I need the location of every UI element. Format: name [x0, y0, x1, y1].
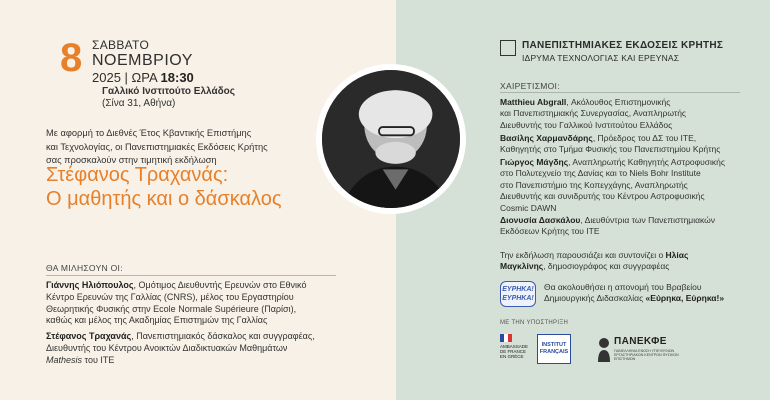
greeting-item: [500, 97, 750, 131]
award-logo-text: ΕΥΡΗΚΑ!: [502, 295, 534, 302]
greeting-item: [500, 157, 750, 214]
event-year-time: [92, 70, 194, 85]
speaker-item: [46, 280, 346, 327]
institut-text: FRANÇAIS: [539, 349, 569, 355]
speaker-text: του ΙΤΕ: [82, 354, 115, 365]
greeting-text: Καθηγητής στο Τμήμα Φυσικής του Πανεπιστημίου Κρήτης: [500, 144, 721, 155]
speaker-name: Στέφανος Τραχανάς: [46, 331, 132, 341]
intro-text: [46, 127, 316, 168]
greeting-name: Matthieu Abgrall: [500, 97, 567, 107]
event-month: ΝΟΕΜΒΡΙΟΥ: [92, 52, 193, 69]
venue-name: Γαλλικό Ινστιτούτο Ελλάδος: [102, 86, 235, 97]
event-time: 18:30: [160, 70, 194, 85]
title-line: Ο μαθητής και ο δάσκαλος: [46, 188, 282, 210]
publisher-name: ΠΑΝΕΠΙΣΤΗΜΙΑΚΕΣ ΕΚΔΟΣΕΙΣ ΚΡΗΤΗΣ: [522, 40, 724, 51]
event-weekday: ΣΑΒΒΑΤΟ: [92, 38, 150, 52]
panekfe-name: ΠΑΝΕΚΦΕ: [614, 336, 667, 347]
greeting-item: [500, 133, 750, 156]
speaker-portrait: [316, 64, 466, 214]
greeting-name: Διονυσία Δασκάλου: [500, 215, 581, 225]
greeting-text: , Διευθύντρια των Πανεπιστημιακών: [580, 215, 716, 225]
embassy-text: DE FRANCE: [500, 349, 527, 354]
publisher-subtitle: ΙΔΡΥΜΑ ΤΕΧΝΟΛΟΓΙΑΣ ΚΑΙ ΕΡΕΥΝΑΣ: [522, 53, 680, 63]
speaker-text: καθώς και μέλος της Ακαδημίας Επιστημών της Γαλλίας: [46, 315, 268, 326]
support-label: ΜΕ ΤΗΝ ΥΠΟΣΤΗΡΙΞΗ: [500, 320, 569, 326]
presenter-name: Ηλίας: [665, 250, 689, 260]
award-line: Δημιουργικής Διδασκαλίας: [544, 293, 646, 304]
greeting-text: Cosmic DAWN: [500, 202, 557, 213]
greeting-text: , Αναπληρωτής Καθηγητής Αστροφυσικής: [568, 157, 726, 167]
speaker-text: , Πανεπιστημιακός δάσκαλος και συγγραφέας,: [131, 331, 315, 341]
greeting-text: Εκδόσεων Κρήτης του ΙΤΕ: [500, 226, 600, 237]
speaker-text: Θεωρητικής Φυσικής στην Ecole Normale Supérieure (Παρίσι),: [46, 303, 297, 314]
speaker-name: Γιάννης Ηλιόπουλος: [46, 280, 134, 290]
greeting-text: στο Πολυτεχνείο της Δανίας και το Niels Bohr Institute: [500, 168, 701, 179]
speaker-text: Διευθυντής του Κέντρου Ανοικτών Διαδικτυακών Μαθημάτων: [46, 342, 288, 353]
greeting-text: στο Πανεπιστήμιο της Κοπεγχάγης, Αναπληρωτής: [500, 179, 688, 190]
presenter: [500, 250, 750, 273]
greetings-label: ΧΑΙΡΕΤΙΣΜΟΙ:: [500, 81, 560, 91]
embassy-logo: [500, 334, 528, 364]
divider: [46, 275, 336, 276]
award-name: «Εύρηκα, Εύρηκα!»: [645, 293, 725, 304]
panekfe-logo: [614, 334, 694, 364]
speaker-text: , Ομότιμος Διευθυντής Ερευνών στο Εθνικό: [133, 280, 307, 290]
event-day: 8: [60, 36, 83, 80]
embassy-text: EN GRÈCE: [500, 354, 524, 359]
greeting-text: Διευθυντής του Γαλλικού Ινστιτούτου Ελλάδος: [500, 119, 673, 130]
french-flag-icon: [500, 334, 512, 342]
title-line: Στέφανος Τραχανάς:: [46, 164, 229, 186]
intro-line: σας προσκαλούν στην τιμητική εκδήλωση: [46, 155, 217, 165]
panekfe-bust-icon: [596, 334, 612, 364]
venue-address: (Σίνα 31, Αθήνα): [102, 98, 176, 109]
greeting-text: , Πρόεδρος του ΔΣ του ΙΤΕ,: [592, 133, 697, 143]
presenter-text: Την εκδήλωση παρουσιάζει και συντονίζει ο: [500, 250, 666, 260]
greeting-text: , Ακόλουθος Επιστημονικής: [566, 97, 671, 107]
event-year-label: 2025 | ΩΡΑ: [92, 70, 157, 85]
institut-francais-logo: [537, 334, 571, 364]
presenter-name: Μαγκλίνης: [500, 261, 544, 272]
greeting-name: Γιώργος Μάγδης: [500, 157, 569, 167]
venue: [102, 86, 235, 110]
greeting-text: Διευθυντής και συνιδρυτής του Κέντρου Αστροφυσικής: [500, 191, 705, 202]
greeting-item: [500, 215, 750, 238]
award-text: [544, 282, 754, 305]
intro-line: Με αφορμή το Διεθνές Έτος Κβαντικής Επιστήμης: [46, 128, 252, 138]
intro-line: και Τεχνολογίας, οι Πανεπιστημιακές Εκδόσεις Κρήτης: [46, 141, 268, 152]
award-logo-icon: [500, 281, 536, 307]
publisher-logo-icon: [500, 40, 516, 56]
embassy-text: AMBASSADE: [500, 344, 529, 349]
award-line: Θα ακολουθήσει η απονομή του Βραβείου: [544, 282, 702, 292]
institut-text: INSTITUT: [541, 342, 567, 348]
divider: [500, 92, 740, 93]
event-date: [92, 38, 194, 85]
presenter-text: , δημοσιογράφος και συγγραφέας: [543, 261, 670, 272]
panekfe-subtitle: ΕΡΓΑΣΤΗΡΙΑΚΩΝ ΚΕΝΤΡΩΝ ΦΥΣΙΚΩΝ ΕΠΙΣΤΗΜΩΝ: [614, 353, 679, 362]
greeting-text: και Πανεπιστημιακής Συνεργασίας, Αναπληρωτής: [500, 108, 687, 119]
speaker-text: Κέντρο Ερευνών της Γαλλίας (CNRS), μέλος του Εργαστηρίου: [46, 291, 294, 302]
greeting-name: Βασίλης Χαρμανδάρης: [500, 133, 593, 143]
speakers-label: ΘΑ ΜΙΛΗΣΟΥΝ ΟΙ:: [46, 263, 123, 273]
panekfe-subtitle: ΠΑΝΕΛΛΗΝΙΑ ΕΝΩΣΗ ΥΠΕΥΘΥΝΩΝ: [614, 349, 675, 353]
event-title: [46, 163, 281, 211]
speaker-item: [46, 331, 346, 366]
award-logo-text: ΕΥΡΗΚΑ!: [502, 286, 534, 293]
speaker-text: Mathesis: [46, 354, 83, 365]
